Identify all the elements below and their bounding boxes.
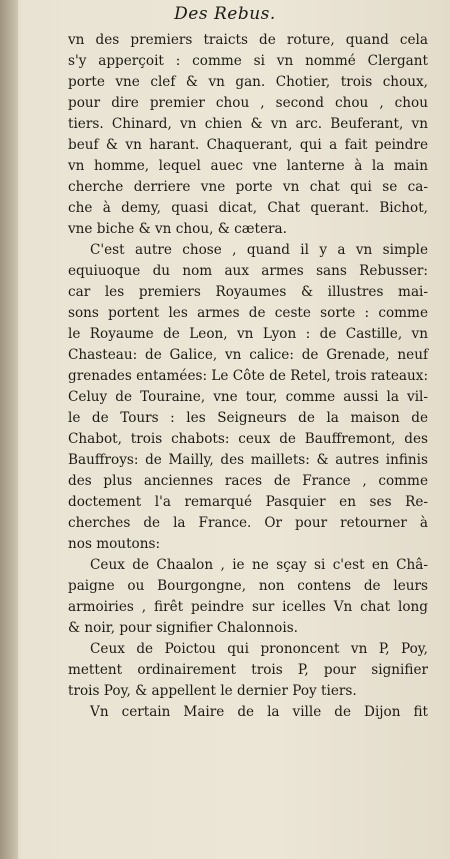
running-header: Des Rebus. [174,4,276,24]
text-line: tiers. Chinard, vn chien & vn arc. Beuferant, vn [68,116,428,132]
text-line: pour dire premier chou , second chou , chou [68,95,428,111]
text-line: vn des premiers traicts de roture, quand cela [68,32,428,48]
text-line: Vn certain Maire de la ville de Dijon fit [90,704,428,720]
body-text [68,30,428,723]
text-line: des plus anciennes races de France , comme [68,473,428,489]
text-line: mettent ordinairement trois P, pour signifier [68,662,428,678]
text-line: le Royaume de Leon, vn Lyon : de Castille, vn [68,326,428,342]
text-line: cherches de la France. Or pour retourner à [68,515,428,531]
text-line: C'est autre chose , quand il y a vn simple [90,242,428,258]
text-line: che à demy, quasi dicat, Chat querant. Bichot, [68,200,428,216]
text-line: cherche derriere vne porte vn chat qui se ca- [68,179,428,195]
text-line: paigne ou Bourgongne, non contens de leurs [68,578,428,594]
paragraph [68,702,428,723]
text-line: equiuoque du nom aux armes sans Rebusser: [68,263,428,279]
paragraph [68,639,428,702]
text-line: Ceux de Poictou qui prononcent vn P, Poy, [90,641,428,657]
text-line: Chasteau: de Galice, vn calice: de Grenade, neuf [68,347,428,363]
text-line: sons portent les armes de ceste sorte : comme [68,305,428,321]
text-line: vn homme, lequel auec vne lanterne à la main [68,158,428,174]
paragraph [68,555,428,639]
text-line: Celuy de Touraine, vne tour, comme aussi la vil- [68,389,428,405]
text-line: le de Tours : les Seigneurs de la maison de [68,410,428,426]
text-line: s'y apperçoit : comme si vn nommé Clergant [68,53,428,69]
text-line: & noir, pour signifier Chalonnois. [68,620,299,636]
text-line: grenades entamées: Le Côte de Retel, trois rateaux: [68,368,429,384]
text-line: trois Poy, & appellent le dernier Poy tiers. [68,683,357,699]
text-line: beuf & vn harant. Chaquerant, qui a fait peindre [68,137,428,153]
text-line: nos moutons: [68,536,161,552]
paragraph [68,30,428,240]
text-line: vne biche & vn chou, & cætera. [68,221,287,237]
paragraph [68,240,428,555]
page-gutter [0,0,18,859]
text-line: Bauffroys: de Mailly, des maillets: & autres infinis [68,452,428,468]
text-line: car les premiers Royaumes & illustres mai- [68,284,428,300]
text-line: armoiries , firêt peindre sur icelles Vn chat long [68,599,428,615]
text-line: Chabot, trois chabots: ceux de Bauffremont, des [68,431,428,447]
text-line: porte vne clef & vn gan. Chotier, trois choux, [68,74,428,90]
text-line: doctement l'a remarqué Pasquier en ses Re- [68,494,428,510]
text-line: Ceux de Chaalon , ie ne sçay si c'est en Châ- [90,557,428,573]
